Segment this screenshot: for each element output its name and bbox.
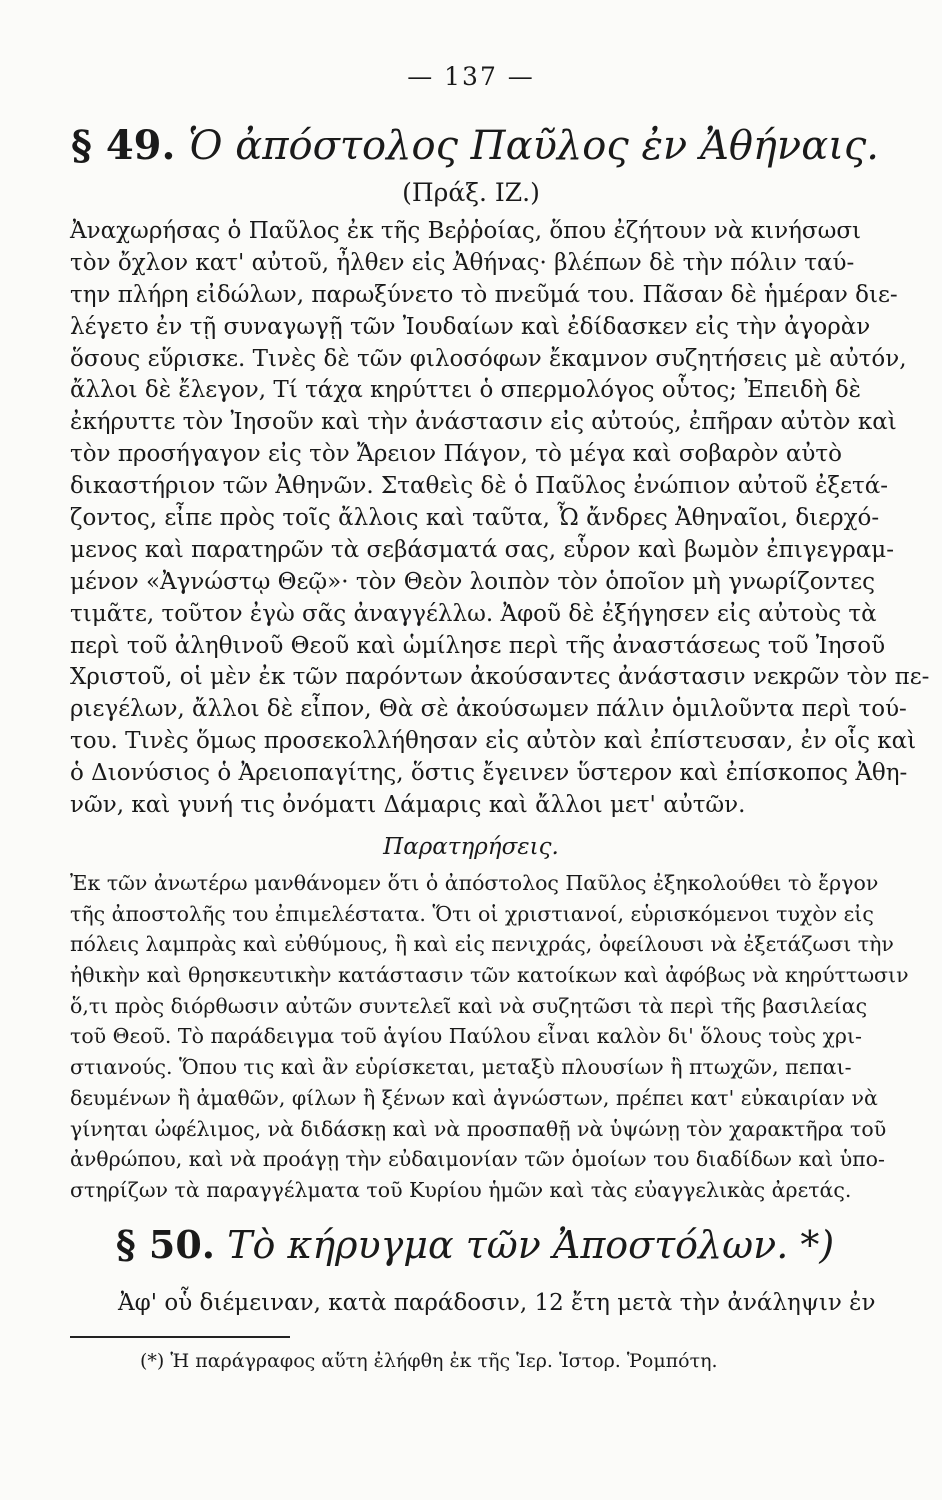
text-line: στηρίζων τὰ παραγγέλματα τοῦ Κυρίου ἡμῶν καὶ τὰς εὐαγγελικὰς ἀρετάς. — [70, 1177, 852, 1202]
text-line: ἠθικὴν καὶ θρησκευτικὴν κατάστασιν τῶν κατοίκων καὶ ἀφόβως νὰ κηρύττωσιν — [70, 963, 909, 988]
text-line: του. Τινὲς ὅμως προσεκολλήθησαν εἰς αὐτὸν καὶ ἐπίστευσαν, ἐν οἷς καὶ — [70, 728, 917, 755]
text-line: τὸν ὄχλον κατ' αὐτοῦ, ἦλθεν εἰς Ἀθήνας· βλέπων δὲ τὴν πόλιν ταύ- — [70, 249, 855, 276]
text-line: την πλήρη εἰδώλων, παρωξύνετο τὸ πνεῦμά του. Πᾶσαν δὲ ἡμέραν διε- — [70, 281, 898, 308]
footnote-rule — [70, 1336, 290, 1338]
text-line: μένον «Ἀγνώστῳ Θεῷ»· τὸν Θεὸν λοιπὸν τὸν ὁποῖον μὴ γνωρίζοντες — [70, 568, 876, 595]
text-line: ἀνθρώπου, καὶ νὰ προάγῃ τὴν εὐδαιμονίαν τῶν ὁμοίων του διαδίδων καὶ ὑπο- — [70, 1147, 885, 1172]
text-line: ὅ,τι πρὸς διόρθωσιν αὐτῶν συντελεῖ καὶ νὰ συζητῶσι τὰ περὶ τῆς βασιλείας — [70, 993, 868, 1018]
text-line: Χριστοῦ, οἱ μὲν ἐκ τῶν παρόντων ἀκούσαντες ἀνάστασιν νεκρῶν τὸν πε- — [70, 664, 930, 691]
text-line: τοῦ Θεοῦ. Τὸ παράδειγμα τοῦ ἁγίου Παύλου εἶναι καλὸν δι' ὅλους τοὺς χρι- — [70, 1024, 862, 1049]
section-50-title: Τὸ κήρυγμα τῶν Ἀποστόλων. *) — [227, 1223, 835, 1267]
section-50-first-line: Ἀφ' οὗ διέμειναν, κατὰ παράδοσιν, 12 ἔτη μετὰ τὴν ἀνάληψιν ἐν — [118, 1290, 876, 1316]
text-line: λέγετο ἐν τῇ συναγωγῇ τῶν Ἰουδαίων καὶ ἐδίδασκεν εἰς τὴν ἀγορὰν — [70, 313, 871, 340]
text-line: μενος καὶ παρατηρῶν τὰ σεβάσματά σας, εὗρον καὶ βωμὸν ἐπιγεγραμ- — [70, 536, 894, 563]
text-line: γίνηται ὠφέλιμος, νὰ διδάσκῃ καὶ νὰ προσπαθῇ νὰ ὑψώνῃ τὸν χαρακτῆρα τοῦ — [70, 1116, 887, 1141]
section-49-body — [70, 216, 930, 822]
footnote: (*) Ἡ παράγραφος αὕτη ἐλήφθη ἐκ τῆς Ἱερ. Ἱστορ. Ῥομπότη. — [140, 1350, 718, 1372]
observations-body — [70, 868, 909, 1206]
section-49-heading — [60, 122, 890, 169]
text-line: στιανούς. Ὅπου τις καὶ ἂν εὑρίσκεται, μεταξὺ πλουσίων ἢ πτωχῶν, πεπαι- — [70, 1055, 852, 1080]
text-line: τὸν προσήγαγον εἰς τὸν Ἄρειον Πάγον, τὸ μέγα καὶ σοβαρὸν αὐτὸ — [70, 441, 842, 468]
text-line: ὅσους εὕρισκε. Τινὲς δὲ τῶν φιλοσόφων ἔκαμνον συζητήσεις μὲ αὐτόν, — [70, 345, 907, 372]
text-line: ἐκήρυττε τὸν Ἰησοῦν καὶ τὴν ἀνάστασιν εἰς αὐτούς, ἐπῆραν αὐτὸν καὶ — [70, 409, 897, 436]
section-49-number: § 49. — [70, 122, 176, 169]
observations-heading: Παρατηρήσεις. — [383, 834, 559, 860]
text-line: ζοντος, εἶπε πρὸς τοῖς ἄλλοις καὶ ταῦτα, Ὦ ἄνδρες Ἀθηναῖοι, διερχό- — [70, 505, 880, 532]
text-line: δευμένων ἢ ἀμαθῶν, φίλων ἢ ξένων καὶ ἀγνώστων, πρέπει κατ' εὐκαιρίαν νὰ — [70, 1085, 878, 1110]
section-50-heading — [60, 1222, 890, 1267]
text-line: ριεγέλων, ἄλλοι δὲ εἶπον, Θὰ σὲ ἀκούσωμεν πάλιν ὁμιλοῦντα περὶ τού- — [70, 696, 907, 723]
text-line: περὶ τοῦ ἀληθινοῦ Θεοῦ καὶ ὡμίλησε περὶ τῆς ἀναστάσεως τοῦ Ἰησοῦ — [70, 632, 886, 659]
section-50-number: § 50. — [115, 1222, 216, 1267]
text-line: τῆς ἀποστολῆς του ἐπιμελέστατα. Ὅτι οἱ χριστιανοί, εὑρισκόμενοι τυχὸν εἰς — [70, 901, 874, 926]
text-line: νῶν, καὶ γυνή τις ὀνόματι Δάμαρις καὶ ἄλλοι μετ' αὐτῶν. — [70, 792, 746, 819]
text-line: Ἐκ τῶν ἀνωτέρω μανθάνομεν ὅτι ὁ ἀπόστολος Παῦλος ἐξηκολούθει τὸ ἔργον — [70, 871, 879, 895]
text-line: πόλεις λαμπρὰς καὶ εὐθύμους, ἢ καὶ εἰς πενιχράς, ὀφείλουσι νὰ ἐξετάζωσι τὴν — [70, 932, 894, 957]
text-line: Ἀναχωρήσας ὁ Παῦλος ἐκ τῆς Βεῤῥοίας, ὅπου ἐζήτουν νὰ κινήσωσι — [70, 218, 862, 244]
scripture-reference: (Πράξ. ΙΖ.) — [402, 178, 540, 207]
text-line: ὁ Διονύσιος ὁ Ἀρειοπαγίτης, ὅστις ἔγεινεν ὕστερον καὶ ἐπίσκοπος Ἀθη- — [70, 760, 908, 787]
page-number: — 137 — — [407, 62, 535, 91]
section-49-title: Ὁ ἀπόστολος Παῦλος ἐν Ἀθήναις. — [188, 123, 879, 169]
text-line: δικαστήριον τῶν Ἀθηνῶν. Σταθεὶς δὲ ὁ Παῦλος ἐνώπιον αὐτοῦ ἐξετά- — [70, 473, 889, 500]
text-line: τιμᾶτε, τοῦτον ἐγὼ σᾶς ἀναγγέλλω. Ἀφοῦ δὲ ἐξήγησεν εἰς αὐτοὺς τὰ — [70, 600, 877, 627]
text-line: ἄλλοι δὲ ἔλεγον, Τί τάχα κηρύττει ὁ σπερμολόγος οὗτος; Ἐπειδὴ δὲ — [70, 377, 862, 404]
